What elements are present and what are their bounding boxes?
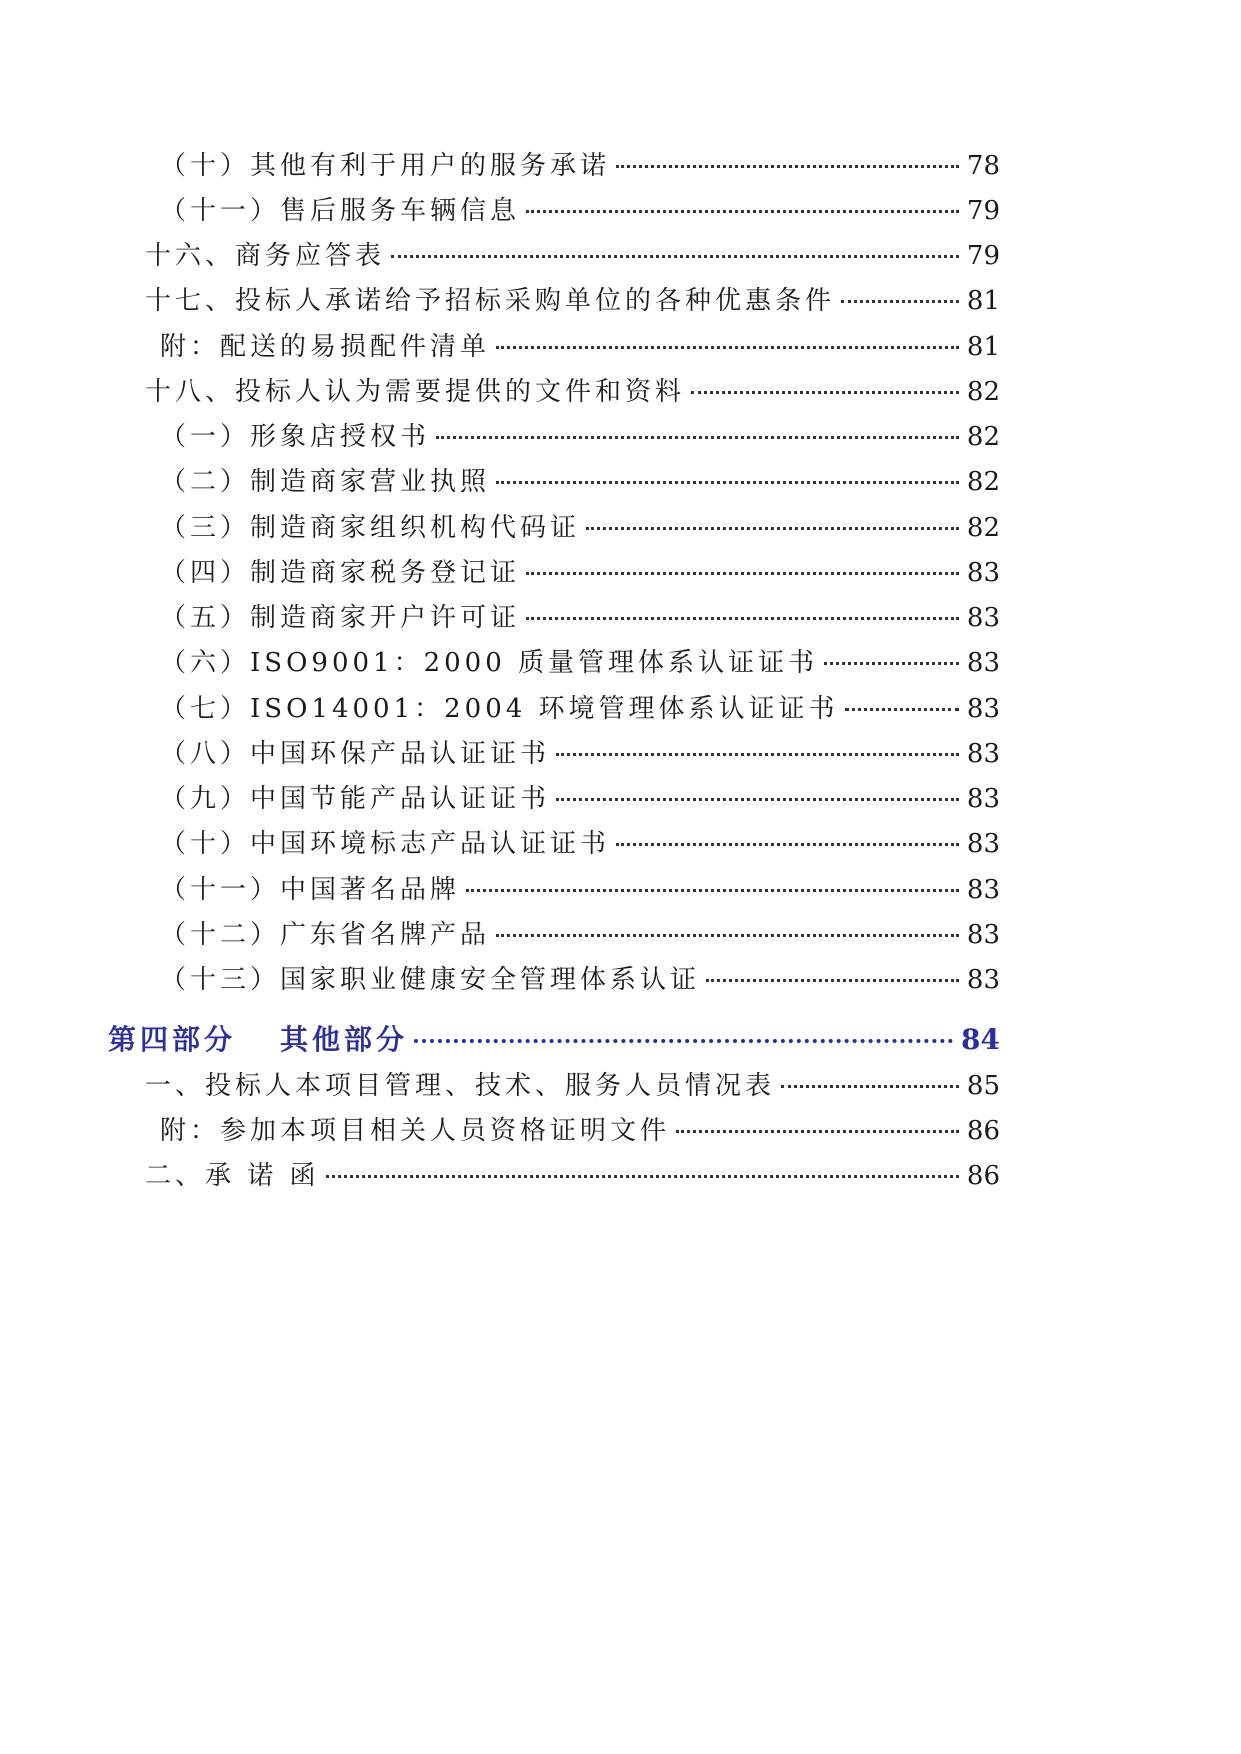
toc-entry-label: （一）形象店授权书 [160, 422, 431, 452]
toc-entry-page: 83 [966, 920, 1000, 950]
toc-entry-page: 83 [966, 603, 1000, 633]
toc-entry-page: 86 [966, 1161, 1000, 1191]
toc-entry-label: 十六、商务应答表 [145, 241, 386, 271]
dot-leader [526, 617, 959, 620]
toc-entry[interactable] [145, 235, 1000, 275]
toc-entry-page: 82 [966, 513, 1000, 543]
dot-leader [841, 300, 959, 303]
dot-leader [496, 481, 959, 484]
part-title: 其他部分 [280, 1023, 409, 1056]
toc-entry-page: 83 [966, 875, 1000, 905]
toc-entry-label: （七）ISO14001：2004 环境管理体系认证证书 [160, 694, 839, 724]
dot-leader [781, 1085, 959, 1088]
dot-leader [414, 1039, 953, 1043]
toc-entry[interactable] [160, 1110, 1000, 1150]
dot-leader [556, 798, 959, 801]
toc-entry-label: （八）中国环保产品认证证书 [160, 739, 551, 769]
toc-entry-page: 86 [966, 1116, 1000, 1146]
toc-entry[interactable] [145, 371, 1000, 411]
toc-entry-page: 83 [966, 965, 1000, 995]
toc-entry-label: （十）中国环境标志产品认证证书 [160, 829, 611, 859]
toc-entry-page: 81 [966, 332, 1000, 362]
toc-entry[interactable] [160, 416, 1000, 456]
dot-leader [466, 889, 959, 892]
toc-entry-label: 一、投标人本项目管理、技术、服务人员情况表 [145, 1071, 776, 1101]
toc-entry[interactable] [160, 190, 1000, 230]
dot-leader [824, 662, 959, 665]
toc-entry-page: 83 [966, 829, 1000, 859]
toc-entry[interactable] [160, 507, 1000, 547]
toc-entry[interactable] [160, 326, 1000, 366]
toc-entry-page: 83 [966, 784, 1000, 814]
toc-part-heading[interactable] [108, 1018, 1000, 1058]
toc-entry-page: 82 [966, 422, 1000, 452]
toc-entry-page: 79 [966, 196, 1000, 226]
toc-entry-page: 83 [966, 694, 1000, 724]
toc-entry-label: （三）制造商家组织机构代码证 [160, 513, 581, 543]
toc-entry-label: （十一）中国著名品牌 [160, 875, 461, 905]
toc-entry-page: 79 [966, 241, 1000, 271]
toc-entry-page: 82 [966, 467, 1000, 497]
toc-entry-page: 81 [966, 286, 1000, 316]
toc-entry[interactable] [160, 688, 1000, 728]
toc-entry-page: 78 [966, 151, 1000, 181]
toc-entry-label: 二、承 诺 函 [145, 1161, 320, 1191]
dot-leader [586, 527, 959, 530]
toc-entry-page: 85 [966, 1071, 1000, 1101]
toc-entry-label: （十二）广东省名牌产品 [160, 920, 491, 950]
toc-entry-label: （十三）国家职业健康安全管理体系认证 [160, 965, 701, 995]
toc-entry-page: 83 [966, 648, 1000, 678]
toc-part-label [108, 1018, 408, 1058]
toc-entry-label: （五）制造商家开户许可证 [160, 603, 521, 633]
toc-entry-page: 83 [966, 558, 1000, 588]
toc-entry[interactable] [160, 778, 1000, 818]
dot-leader [706, 979, 959, 982]
toc-entry-page: 82 [966, 377, 1000, 407]
dot-leader [526, 210, 959, 213]
dot-leader [616, 843, 959, 846]
toc-entry-label: 附：参加本项目相关人员资格证明文件 [160, 1116, 671, 1146]
toc-entry[interactable] [160, 914, 1000, 954]
toc-entry[interactable] [160, 642, 1000, 682]
toc-part-page: 84 [961, 1023, 1000, 1056]
toc-entry[interactable] [160, 869, 1000, 909]
dot-leader [496, 346, 959, 349]
toc-entry[interactable] [160, 552, 1000, 592]
toc-entry[interactable] [160, 461, 1000, 501]
toc-entry[interactable] [160, 733, 1000, 773]
toc-entry-label: （九）中国节能产品认证证书 [160, 784, 551, 814]
toc-entry-label: （二）制造商家营业执照 [160, 467, 491, 497]
dot-leader [616, 165, 959, 168]
dot-leader [496, 934, 959, 937]
toc-entry-page: 83 [966, 739, 1000, 769]
toc-entry-label: （十）其他有利于用户的服务承诺 [160, 151, 611, 181]
toc-entry-label: （四）制造商家税务登记证 [160, 558, 521, 588]
dot-leader [556, 753, 959, 756]
toc-entry[interactable] [160, 959, 1000, 999]
toc-entry-label: 十七、投标人承诺给予招标采购单位的各种优惠条件 [145, 286, 836, 316]
toc-entry[interactable] [145, 1155, 1000, 1195]
dot-leader [676, 1130, 959, 1133]
dot-leader [845, 708, 959, 711]
toc-entry-label: （六）ISO9001：2000 质量管理体系认证证书 [160, 648, 818, 678]
dot-leader [526, 572, 959, 575]
toc-entry[interactable] [160, 823, 1000, 863]
toc-entry[interactable] [145, 280, 1000, 320]
dot-leader [326, 1175, 959, 1178]
toc-entry[interactable] [160, 145, 1000, 185]
toc-entry[interactable] [145, 1065, 1000, 1105]
part-number: 第四部分 [108, 1023, 237, 1056]
toc-entry-label: 十八、投标人认为需要提供的文件和资料 [145, 377, 686, 407]
dot-leader [391, 255, 959, 258]
toc-entry-label: （十一）售后服务车辆信息 [160, 196, 521, 226]
toc-entry-label: 附：配送的易损配件清单 [160, 332, 491, 362]
dot-leader [691, 391, 959, 394]
dot-leader [436, 436, 959, 439]
toc-entry[interactable] [160, 597, 1000, 637]
